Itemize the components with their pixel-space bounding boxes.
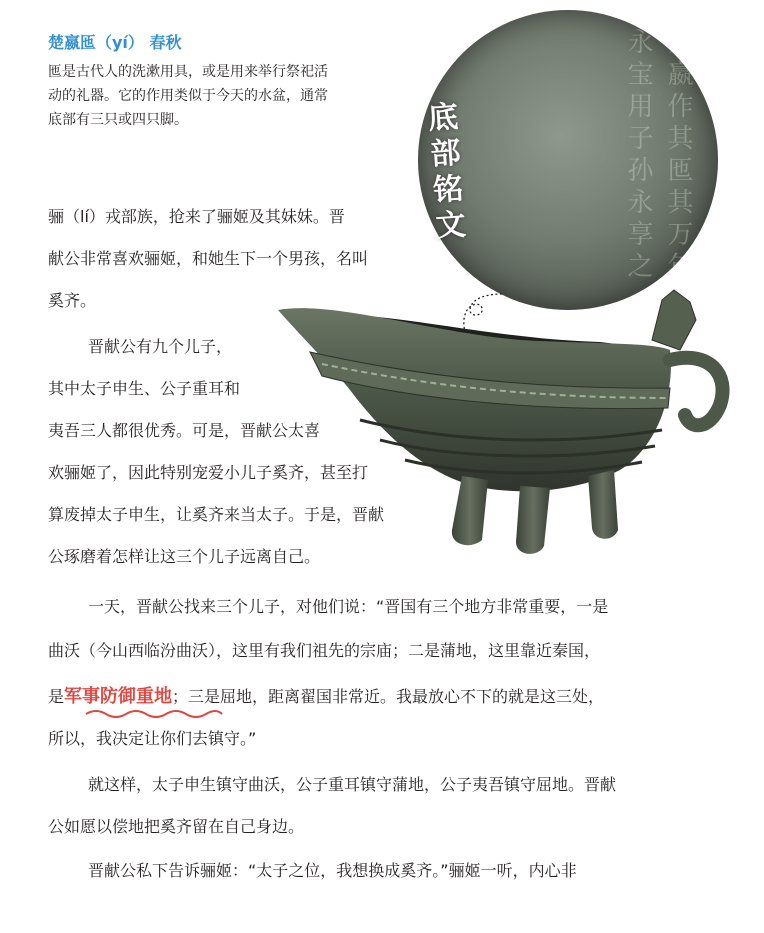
paragraph-line: 其中太子申生、公子重耳和 — [48, 379, 241, 398]
paragraph-line: 晋献公私下告诉骊姬：“太子之位，我想换成奚齐。”骊姬一听，内心非 — [88, 861, 577, 880]
paragraph-line: 曲沃（今山西临汾曲沃），这里有我们祖先的宗庙；二是蒲地，这里靠近秦国， — [48, 641, 601, 660]
paragraph-line: 奚齐。 — [48, 291, 97, 310]
paragraph-line: 骊（lí）戎部族，抢来了骊姬及其妹妹。晋 — [48, 207, 345, 226]
paragraph-line: 一天，晋献公找来三个儿子，对他们说：“晋国有三个地方非常重要，一是 — [88, 597, 609, 616]
inscription-label-char: 文 — [434, 207, 467, 245]
paragraph-line: 公如愿以偿地把奚齐留在自己身边。 — [48, 817, 305, 836]
caption-title: 楚嬴匜（yí） 春秋 — [48, 33, 182, 52]
caption-line: 动的礼器。它的作用类似于今天的水盆，通常 — [48, 88, 328, 104]
text-after-highlight: ；三是屈地，距离翟国非常近。我最放心不下的就是这三处， — [172, 687, 605, 706]
text-before-highlight: 是 — [48, 687, 65, 706]
paragraph-line: 公琢磨着怎样让这三个儿子远离自己。 — [48, 547, 321, 566]
paragraph-line: 夷吾三人都很优秀。可是，晋献公太喜 — [48, 421, 321, 440]
inscription-label-char: 部 — [429, 135, 462, 173]
bronze-yi-vessel-image — [270, 280, 730, 570]
wavy-underline-icon — [84, 708, 224, 720]
caption-line: 底部有三只或四只脚。 — [48, 112, 188, 128]
paragraph-line: 所以，我决定让你们去镇守。” — [48, 729, 257, 748]
caption-body — [48, 60, 408, 132]
paragraph-line: 欢骊姬了，因此特别宠爱小儿子奚齐，甚至打 — [48, 463, 369, 482]
inscription-label-char: 铭 — [432, 171, 465, 209]
paragraph-line: 就这样，太子申生镇守曲沃，公子重耳镇守蒲地，公子夷吾镇守屈地。晋献 — [88, 775, 617, 794]
paragraph-line: 献公非常喜欢骊姬，和她生下一个男孩，名叫 — [48, 249, 369, 268]
paragraph-line: 晋献公有九个儿子， — [88, 337, 233, 356]
paragraph-line: 算废掉太子申生，让奚齐来当太子。于是，晋献 — [48, 505, 385, 524]
inscription-label-char: 底 — [427, 99, 460, 137]
highlighted-term: 军事防御重地 — [64, 686, 173, 707]
paragraph-line-highlighted — [48, 682, 604, 708]
caption-line: 匜是古代人的洗漱用具，或是用来举行祭祀活 — [48, 64, 328, 80]
inscription-glyphs: 楚嬴作其匜其万年永宝用子孙永享之 — [623, 28, 693, 284]
